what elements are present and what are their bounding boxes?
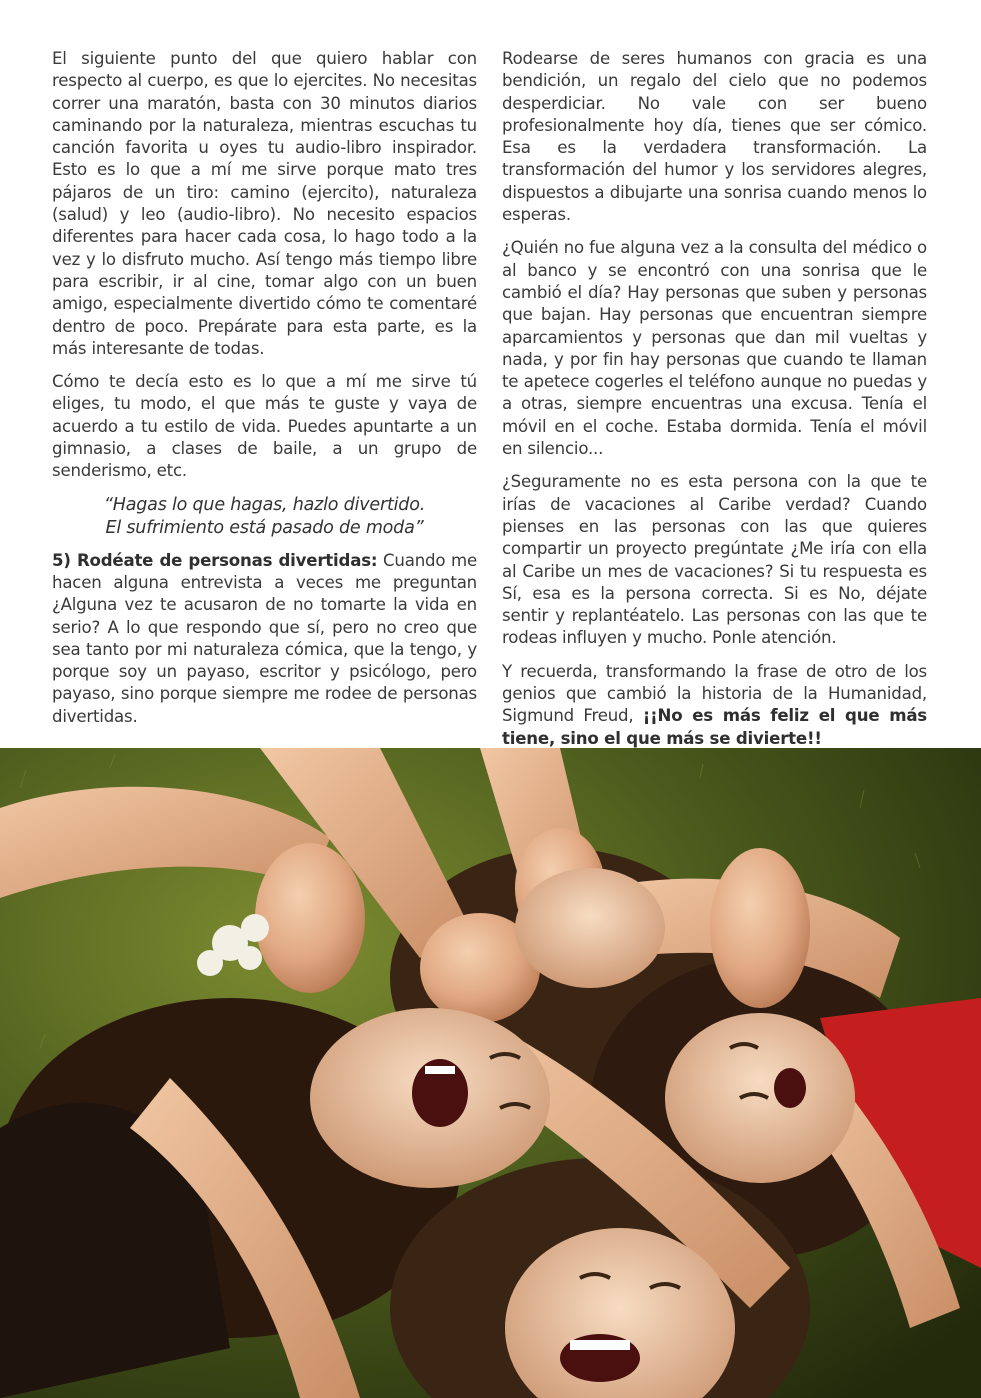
conclusion-text: Y recuerda, transformando la frase de otro de los genios que cambió la historia de la Humanidad, Sigmund Freud, xyxy=(502,661,927,726)
quote-line-1: “Hagas lo que hagas, hazlo divertido. xyxy=(103,494,426,515)
pull-quote xyxy=(52,494,477,540)
left-column xyxy=(52,48,477,739)
section-heading: 5) Rodéate de personas divertidas: xyxy=(52,550,378,570)
paragraph-fun-people xyxy=(52,550,477,728)
paragraph-conclusion xyxy=(502,661,927,750)
paragraph-blessing: Rodearse de seres humanos con gracia es una bendición, un regalo del cielo que no podemos desperdiciar. No vale con ser bueno profesionalmente hoy día, tienes que ser cómico. Esa es la verdadera transformación. La transformación del humor y los servidores alegres, dispuestos a dibujarte una sonrisa cuando menos lo esperas. xyxy=(502,49,927,225)
paragraph-caribbean: ¿Seguramente no es esta persona con la que te irías de vacaciones al Caribe verdad? Cuando pienses en las personas con las que quieres compartir un proyecto pregúntate ¿Me iría con ella al Caribe un mes de vacaciones? Si tu respuesta es Sí, esa es la persona correcta. Si es No, déjate sentir y replantéatelo. Las personas con las que te rodeas influyen y mucho. Ponle atención. xyxy=(502,472,927,648)
closing-quote: ¡¡No es más feliz el que más tiene, sino el que más se divierte!! xyxy=(502,706,927,748)
paragraph-smile: ¿Quién no fue alguna vez a la consulta del médico o al banco y se encontró con una sonrisa que le cambió el día? Hay personas que suben y personas que bajan. Hay personas que encuentran siempre aparcamientos y personas que dan mil vueltas y nada, y por fin hay personas que cuando te llaman te apetece cogerles el teléfono aunque no puedas y a otras, siempre encuentras una excusa. Tenía el móvil en el coche. Estaba dormida. Tenía el móvil en silencio... xyxy=(502,238,927,459)
paragraph-fun-people-text: Cuando me hacen alguna entrevista a veces me preguntan ¿Alguna vez te acusaron de no tomarte la vida en serio? A lo que respondo que sí, pero no creo que sea tanto por mi naturaleza cómica, que la tengo, y porque soy un payaso, escritor y psicólogo, pero payaso, sino porque siempre me rodee de personas divertidas. xyxy=(52,550,477,726)
laughing-women-photo xyxy=(0,748,981,1398)
paragraph-exercise: El siguiente punto del que quiero hablar con respecto al cuerpo, es que lo ejercites. No necesitas correr una maratón, basta con 30 minutos diarios caminando por la naturaleza, mientras escuchas tu canción favorita u oyes tu audio-libro inspirador. Esto es lo que a mí me sirve porque mato tres pájaros de un tiro: camino (ejercito), naturaleza (salud) y leo (audio-libro). No necesito espacios diferentes para hacer cada cosa, lo hago todo a la vez y lo disfruto mucho. Así tengo más tiempo libre para escribir, ir al cine, tomar algo con un buen amigo, especialmente divertido cómo te comentaré dentro de poco. Prepárate para esta parte, es la más interesante de todas. xyxy=(52,49,477,358)
laughing-women-photo-icon xyxy=(0,748,981,1398)
paragraph-choose-style: Cómo te decía esto es lo que a mí me sirve tú eliges, tu modo, el que más te guste y vaya de acuerdo a tu estilo de vida. Puedes apuntarte a un gimnasio, a clases de baile, a un grupo de senderismo, etc. xyxy=(52,372,477,481)
right-column xyxy=(502,48,927,761)
quote-line-2: El sufrimiento está pasado de moda” xyxy=(105,517,424,538)
